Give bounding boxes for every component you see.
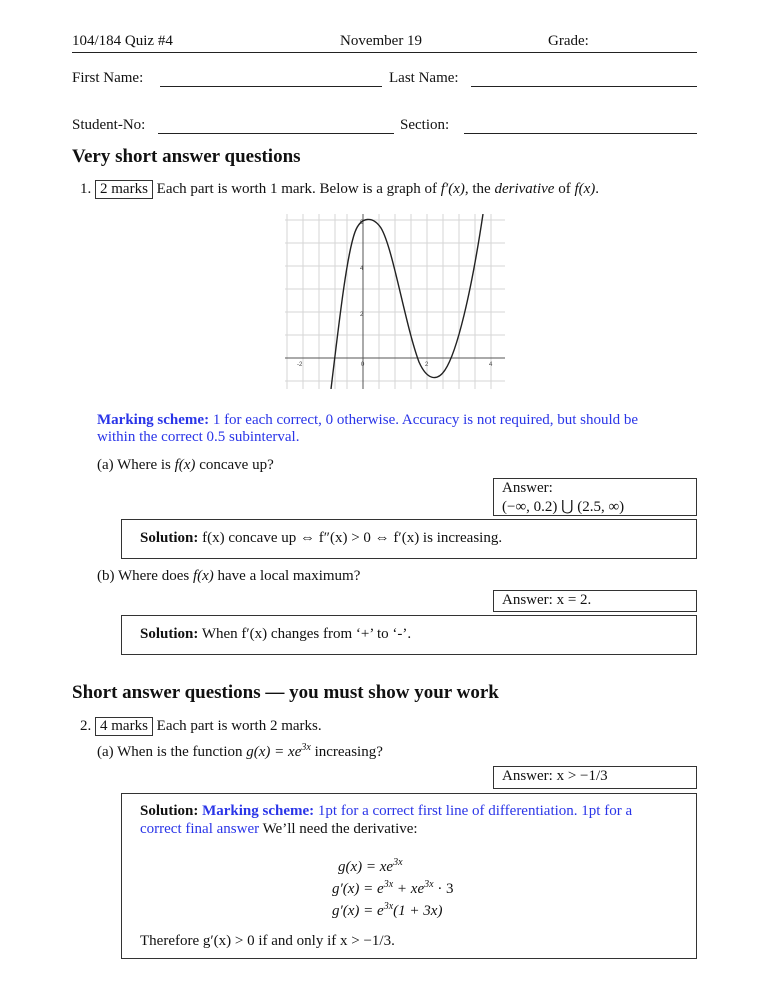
q2a-scheme-text-2: correct final answer <box>140 821 260 837</box>
q2a-label: (a) When is the function <box>97 744 247 760</box>
q2a-scheme-label: Marking scheme: <box>202 803 315 819</box>
q1b-solution-label: Solution: <box>140 626 199 642</box>
q2a-eq2 <box>332 879 454 898</box>
q1b-label: (b) Where does <box>97 568 193 584</box>
q1a-question <box>97 457 274 474</box>
section-field[interactable] <box>464 133 697 134</box>
section-label: Section: <box>400 117 450 133</box>
grade-label: Grade: <box>548 33 589 49</box>
q1b-solution-box <box>121 615 697 655</box>
quiz-date: November 19 <box>340 33 423 49</box>
derivative-graph <box>285 214 505 389</box>
q1b-fx: f(x) <box>192 568 214 584</box>
q1a-solution-text: f(x) concave up ⇔ f″(x) > 0 ⇔ f′(x) is increasing. <box>202 530 503 546</box>
eq-exp: 3x <box>393 857 403 868</box>
q2a-rest: increasing? <box>310 744 383 760</box>
tick-y-4: 4 <box>360 266 364 272</box>
intro-text: of <box>554 181 575 197</box>
section-title-very-short: Very short answer questions <box>72 146 301 167</box>
q1a-label: (a) Where is <box>97 457 175 473</box>
student-no-label: Student-No: <box>72 117 146 133</box>
q2a-intro-derivative: We’ll need the derivative: <box>262 821 418 837</box>
eq-exp: 3x <box>383 879 394 890</box>
q1b-solution-text: When f′(x) changes from ‘+’ to ‘-’. <box>201 626 412 642</box>
eq-text: g′(x) = e <box>332 881 384 897</box>
question-number: 2. <box>80 718 92 734</box>
q2a-solution-label: Solution: <box>140 803 199 819</box>
eq-exp: 3x <box>424 879 434 890</box>
q1b-rest: have a local maximum? <box>213 568 361 584</box>
tick-x-2: 2 <box>425 362 429 368</box>
tick-y-6: 6 <box>360 220 364 226</box>
q1-marking-scheme-line1 <box>97 412 638 429</box>
last-name-field[interactable] <box>471 86 697 87</box>
course-title: 104/184 Quiz #4 <box>72 33 173 49</box>
q1a-answer-value: (−∞, 0.2) ⋃ (2.5, ∞) <box>502 499 625 515</box>
eq-exp: 3x <box>383 901 394 912</box>
q1a-rest: concave up? <box>195 457 274 473</box>
eq-text: · 3 <box>433 881 454 897</box>
intro-fprime: f′(x) <box>440 181 465 197</box>
intro-derivative: derivative <box>494 181 555 197</box>
q2a-conclusion: Therefore g′(x) > 0 if and only if x > −1/3. <box>140 933 395 949</box>
last-name-label: Last Name: <box>389 70 459 86</box>
q1a-solution-label: Solution: <box>140 530 199 546</box>
intro-text: Each part is worth 1 mark. Below is a graph of <box>156 181 441 197</box>
q1a-solution-box <box>121 519 697 559</box>
student-no-field[interactable] <box>158 133 394 134</box>
q1b-answer-box[interactable] <box>493 590 697 612</box>
marks-box: 4 marks <box>95 717 153 736</box>
q1a-fx: f(x) <box>174 457 196 473</box>
q1b-answer-text: Answer: x = 2. <box>502 592 592 608</box>
header-rule <box>72 52 697 53</box>
q2a-func-exp: 3x <box>301 742 311 753</box>
intro-f: f(x) <box>574 181 596 197</box>
tick-x-neg2: -2 <box>297 362 303 368</box>
q2a-scheme-text: 1pt for a correct first line of differentiation. 1pt for a <box>317 803 633 819</box>
question-1-intro <box>80 180 599 199</box>
tick-x-0: 0 <box>361 362 365 368</box>
tick-y-2: 2 <box>360 312 364 318</box>
first-name-label: First Name: <box>72 70 144 86</box>
q2a-answer-text: Answer: x > −1/3 <box>502 768 608 784</box>
intro-text: , the <box>464 181 495 197</box>
eq-text: (1 + 3x) <box>393 903 443 919</box>
eq-text: g(x) = xe <box>338 859 394 875</box>
q1b-question <box>97 568 360 585</box>
graph-grid <box>285 214 505 389</box>
intro-text: Each part is worth 2 marks. <box>156 718 322 734</box>
q2a-question <box>97 742 383 761</box>
fprime-curve <box>331 214 483 389</box>
section-title-short-answer: Short answer questions — you must show your work <box>72 682 499 703</box>
question-2-intro <box>80 717 322 736</box>
first-name-field[interactable] <box>160 86 382 87</box>
eq-text: + xe <box>393 881 425 897</box>
question-number: 1. <box>80 181 92 197</box>
q2a-eq3 <box>332 901 442 920</box>
marks-box: 2 marks <box>95 180 153 199</box>
q2a-answer-box[interactable] <box>493 766 697 789</box>
q2a-eq1 <box>338 857 403 876</box>
q2a-func: g(x) = xe <box>246 744 302 760</box>
q2a-solution-box <box>121 793 697 959</box>
q1a-answer-label: Answer: <box>502 480 553 496</box>
q1a-answer-box[interactable] <box>493 478 697 516</box>
scheme-label: Marking scheme: <box>97 412 210 428</box>
eq-text: g′(x) = e <box>332 903 384 919</box>
tick-x-4: 4 <box>489 362 493 368</box>
intro-text: . <box>595 181 600 197</box>
q1-marking-scheme-line2: within the correct 0.5 subinterval. <box>97 429 300 445</box>
scheme-text: 1 for each correct, 0 otherwise. Accuracy is not required, but should be <box>212 412 639 428</box>
